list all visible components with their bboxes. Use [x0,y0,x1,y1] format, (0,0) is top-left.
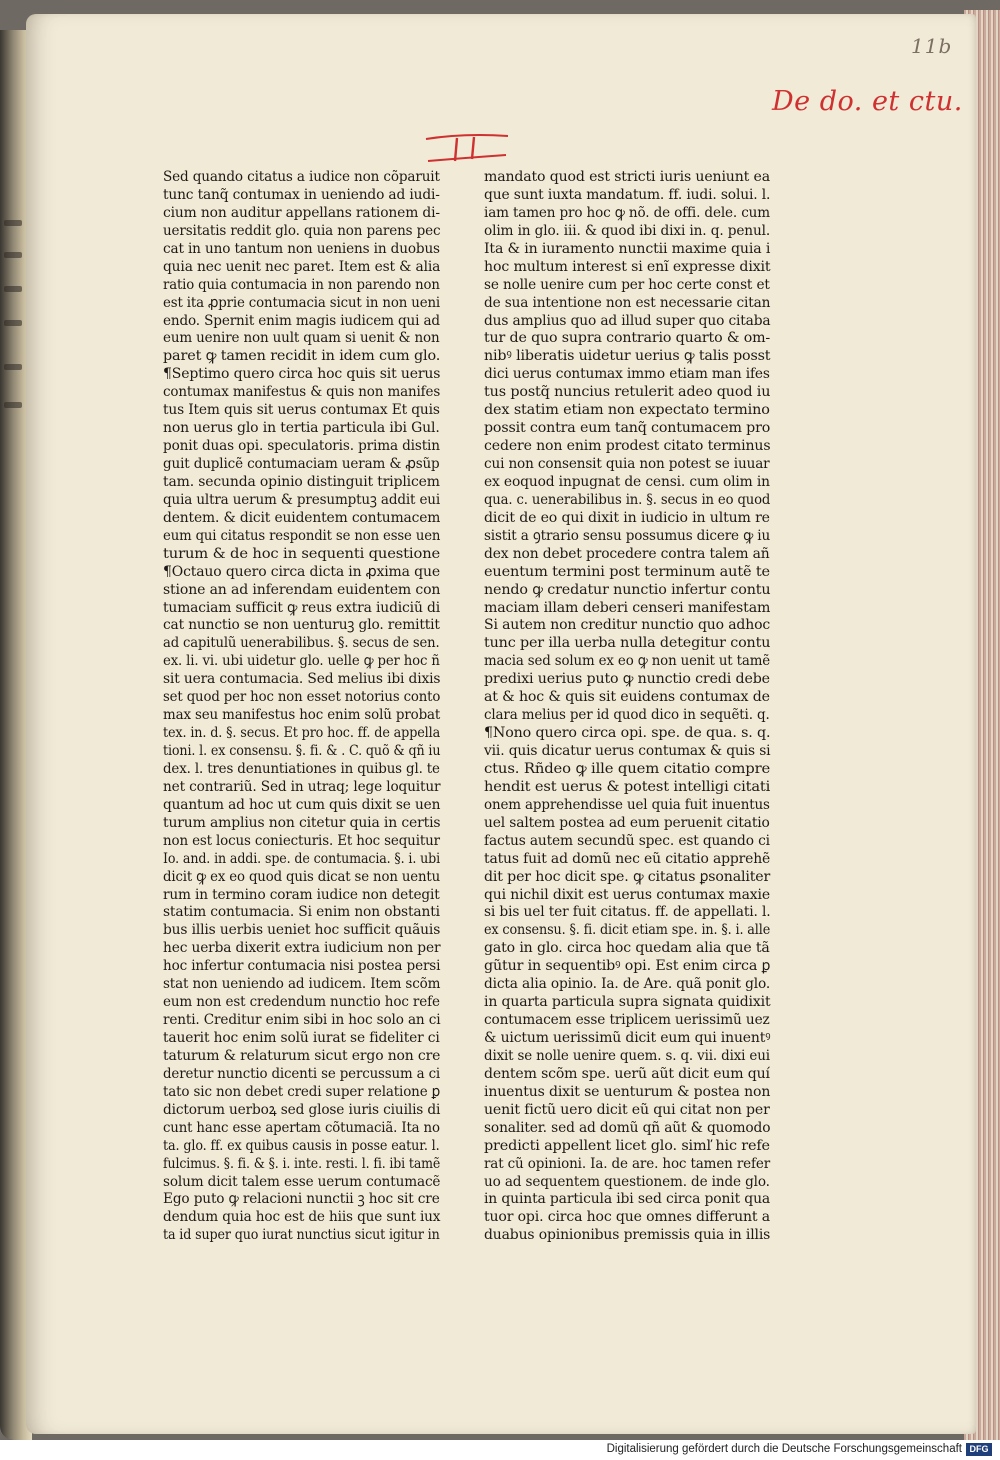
text-line: eum uenire non uult quam si uenit & non [163,330,440,347]
facing-page-fragment [4,402,22,408]
text-line: max seu manifestus hoc enim solũ probat [163,707,441,724]
text-line: & uictum uerissimũ dicit eum qui inuentꝰ [484,1030,771,1046]
text-line: predixi uerius puto ꝙ nunctio credi debe [484,671,770,688]
text-column-right [484,169,770,1245]
text-line: quantum ad hoc ut cum quis dixit se uen [163,796,441,813]
text-line: cat nunctio se non uenturuꝫ glo. remittit [163,617,440,634]
text-line: endo. Spernit enim magis iudicem qui ad [163,312,440,329]
text-line: cium non auditur appellans rationem di- [163,204,440,221]
text-line: hoc multum interest si enĩ expresse dixit [484,258,771,275]
text-line: duabus opinionibus premissis quia in illis [484,1227,771,1244]
text-line: uel saltem postea ad eum peruenit citatio [484,814,770,831]
text-line: uersitatis reddit glo. quia non parens pec [163,222,441,239]
text-line: dicit ꝙ ex eo quod quis dicat se non uentu [163,868,441,885]
text-line: tauerit hoc enim solũ iurat se fideliter ci [163,1030,440,1046]
text-line: ex eoquod inpugnat de censi. cum olim in [484,473,770,490]
text-line: turum & de hoc in sequenti questione [163,545,441,562]
text-column-left [163,169,440,1245]
text-line: tumaciam sufficit ꝙ reus extra iudiciũ di [163,599,440,616]
text-line: ex. li. vi. ubi uidetur glo. uelle ꝙ per hoc ñ [163,653,440,670]
text-line: taturum & relaturum sicut ergo non cre [163,1047,441,1064]
text-line: uo ad sequentem questionem. de inde glo. [484,1173,770,1190]
text-line: de sua intentione non est necessarie citan [484,294,771,311]
text-line: est ita ꝓprie contumacia sicut in non ueni [163,294,441,311]
text-line: dentem. & dicit euidentem contumacem [163,509,441,526]
facing-page-fragment [4,320,22,326]
roman-numeral-two-mark [424,131,510,167]
text-line: mandato quod est stricti iuris ueniunt ea [484,169,770,185]
text-line: sonaliter. sed ad domũ qñ aũt & quomodo [484,1119,771,1136]
text-line: hoc infertur contumacia nisi postea persi [163,958,441,975]
text-line: hec uerba dixerit extra iudicium non per [163,940,441,957]
text-line: deretur nunctio dicenti se percussum a ci [163,1065,441,1082]
text-line: tuor opi. circa hoc que omnes differunt a [484,1209,770,1226]
text-line: nibꝰ liberatis uidetur uerius ꝙ talis posst [484,348,771,365]
text-line: tunc per illa uerba nulla detegitur contu [484,635,771,652]
text-line: vii. quis dicatur uerus contumax & quis si [484,743,771,759]
text-line: inuentus dixit se uenturum & postea non [484,1083,771,1100]
text-line: factus autem secundũ spec. est quando ci [484,832,770,849]
text-line: dex non debet procedere contra talem añ [484,545,770,562]
text-line: cui non consensit quia non potest se iuuar [484,456,770,472]
running-head-annotation: De do. et ctu. [772,86,963,117]
text-line: possit contra eum tanq̃ contumacem pro [484,420,771,437]
text-line: ¶Septimo quero circa hoc quis sit uerus [163,366,441,383]
text-line: tatus fuit ad domũ nec eũ citatio apprehẽ [484,850,771,867]
text-line: ¶Nono quero circa opi. spe. de qua. s. q. [484,725,771,742]
text-line: rum in termino coram iudice non detegit [163,886,440,903]
text-line: dicit de eo qui dixit in iudicio in ultum re [484,509,770,526]
text-line: cedere non enim prodest citato terminus [484,438,771,455]
text-line: contumax manifestus & quis non manifes [163,384,441,401]
text-line: Sed quando citatus a iudice non cõparuit [163,169,440,185]
text-line: se nolle uenire cum per hoc certe const et [484,276,770,293]
text-line: turum amplius non citetur quia in certis [163,814,441,831]
text-line: tus postq̃ nuncius retulerit adeo quod iu [484,384,771,401]
text-line: cat in uno tantum non ueniens in duobus [163,240,440,257]
text-line: dendum quia hoc est de hiis que sunt iux [163,1209,441,1226]
text-line: net contrariũ. Sed in utraq; lege loquitur [163,778,441,795]
text-line: que sunt iuxta mandatum. ff. iudi. solui. l. [484,186,771,203]
text-line: macia sed solum ex eo ꝙ non uenit ut tamẽ [484,653,770,670]
facing-page-fragment [4,364,22,370]
text-line: hendit est uerus & potest intelligi citati [484,778,771,795]
text-line: tunc tanq̃ contumax in ueniendo ad iudi- [163,186,440,203]
text-line: non uerus glo in tertia particula ibi Gul. [163,420,440,437]
text-line: bus illis uerbis ueniet hoc sufficit quãuis [163,922,441,939]
facing-page-fragment [4,252,22,258]
text-line: dex statim etiam non expectato termino [484,402,770,419]
text-line: quia nec uenit nec paret. Item est & alia [163,258,441,275]
text-line: cunt hanc esse apertam cõtumaciã. Ita no [163,1119,440,1136]
text-line: tus Item quis sit uerus contumax Et quis [163,402,440,419]
text-line: qua. c. uenerabilibus in. §. secus in eo quod [484,491,771,508]
text-line: tex. in. d. §. secus. Et pro hoc. ff. de appella [163,725,441,742]
text-line: ctus. Rñdeo ꝙ ille quem citatio compre [484,760,771,777]
text-line: olim in glo. iii. & quod ibi dixi in. q. penul. [484,222,771,239]
text-line: contumacem esse triplicem uerissimũ uez [484,1012,770,1029]
text-line: dus amplius quo ad illud super quo citaba [484,312,771,329]
text-line: tam. secunda opinio distinguit triplicem [163,473,440,490]
text-line: at & hoc & quis sit euidens contumax de [484,689,770,706]
dfg-logo-icon: DFG [966,1443,992,1456]
text-line: renti. Creditur enim sibi in hoc solo an ci [163,1012,441,1029]
text-line: Io. and. in addi. spe. de contumacia. §. i. ubi [163,850,441,867]
folio-number: 11b [911,34,953,58]
text-line: quia ultra uerum & presumptuꝫ addit eui [163,491,441,508]
text-line: ponit duas opi. speculatoris. prima distin [163,438,440,455]
text-line: ¶Octauo quero circa dicta in ꝓxima que [163,563,440,580]
facing-page-fragment [4,286,22,292]
text-line: stione an ad inferendam euidentem con [163,581,441,598]
text-line: euentum termini post terminum autẽ te [484,563,770,580]
text-line: sit uera contumacia. Sed melius ibi dixis [163,671,441,688]
text-line: ratio quia contumacia in non parendo non [163,276,440,293]
text-line: in quarta particula supra signata quidixit [484,994,771,1011]
text-line: fulcimus. §. fi. & §. i. inte. resti. l. fi. ibi tamẽ [163,1155,441,1172]
text-line: dicta alia opinio. Ia. de Are. quã ponit glo. [484,976,771,993]
text-line: dictorum uerboꝝ sed glose iuris ciuilis di [163,1101,441,1118]
text-line: statim contumacia. Si enim non obstanti [163,904,440,921]
text-line: non est locus coniecturis. Et hoc sequitur [163,832,440,849]
text-line: dixit se nolle uenire quem. s. q. vii. dixi eui [484,1047,770,1064]
text-line: maciam illam deberi censeri manifestam [484,599,771,616]
text-line: Ego puto ꝙ relacioni nunctii ꝫ hoc sit cre [163,1191,440,1208]
text-line: sistit a ꝯtrario sensu possumus dicere ꝙ iu [484,527,771,544]
text-line: dentem scõm spe. uerũ aũt dicit eum quí [484,1065,770,1082]
text-line: gato in glo. circa hoc quedam alia que tã [484,940,770,957]
text-line: rat cũ opinioni. Ia. de are. hoc tamen refer [484,1155,771,1172]
text-line: si bis uel ter fuit citatus. ff. de appellati. l. [484,904,771,921]
text-line: nendo ꝙ credatur nunctio infertur contu [484,581,771,598]
text-line: Ita & in iuramento nunctii maxime quia i [484,240,771,257]
text-line: dici uerus contumax immo etiam man ifes [484,366,770,383]
text-line: iam tamen pro hoc ꝙ nõ. de offi. dele. cum [484,204,770,221]
text-line: Si autem non creditur nunctio quo adhoc [484,617,771,634]
text-line: qui nichil dixit est uerus contumax maxie [484,886,770,903]
text-line: paret ꝙ tamen recidit in idem cum glo. [163,348,441,365]
facing-page-fragment [4,220,22,226]
text-line: ta. glo. ff. ex quibus causis in posse eatur. l. [163,1137,440,1154]
text-line: dit per hoc dicit spe. ꝙ citatus ꝑsonaliter [484,868,771,885]
text-line: guit duplicẽ contumaciam ueram & ꝓsũp [163,456,440,472]
funding-credit: Digitalisierung gefördert durch die Deutsche Forschungsgemeinschaft [606,1443,962,1455]
text-line: eum non est credendum nunctio hoc refe [163,994,440,1011]
text-line: tioni. l. ex consensu. §. fi. & . C. quõ & qñ iu [163,743,441,759]
text-line: solum dicit talem esse uerum contumacẽ [163,1173,441,1190]
text-line: in quinta particula ibi sed circa ponit qua [484,1191,771,1208]
text-line: ex consensu. §. fi. dicit etiam spe. in. §. i. alle [484,922,771,939]
text-line: set quod per hoc non esset notorius conto [163,689,441,706]
text-line: dex. l. tres denuntiationes in quibus gl. te [163,760,440,777]
text-line: onem apprehendisse uel quia fuit inuentus [484,796,770,813]
text-line: predicti appellent licet glo. simľ hic refe [484,1137,770,1154]
text-line: tato sic non debet credi super relatione ꝑ [163,1083,441,1100]
text-line: ta id super quo iurat nunctius sicut igitur in [163,1227,440,1244]
text-line: stat non ueniendo ad iudicem. Item scõm [163,976,441,993]
text-line: uenit fictũ uero dicit eũ qui citat non per [484,1101,770,1118]
text-line: eum qui citatus respondit se non esse uen [163,527,441,544]
text-line: gũtur in sequentibꝰ opi. Est enim circa ꝑ [484,958,771,975]
text-line: clara melius per id quod dico in sequẽti. q. [484,707,770,724]
text-line: tur de quo supra contrario quarto & om- [484,330,771,347]
text-line: ad capitulũ uenerabilibus. §. secus de sen. [163,635,440,652]
